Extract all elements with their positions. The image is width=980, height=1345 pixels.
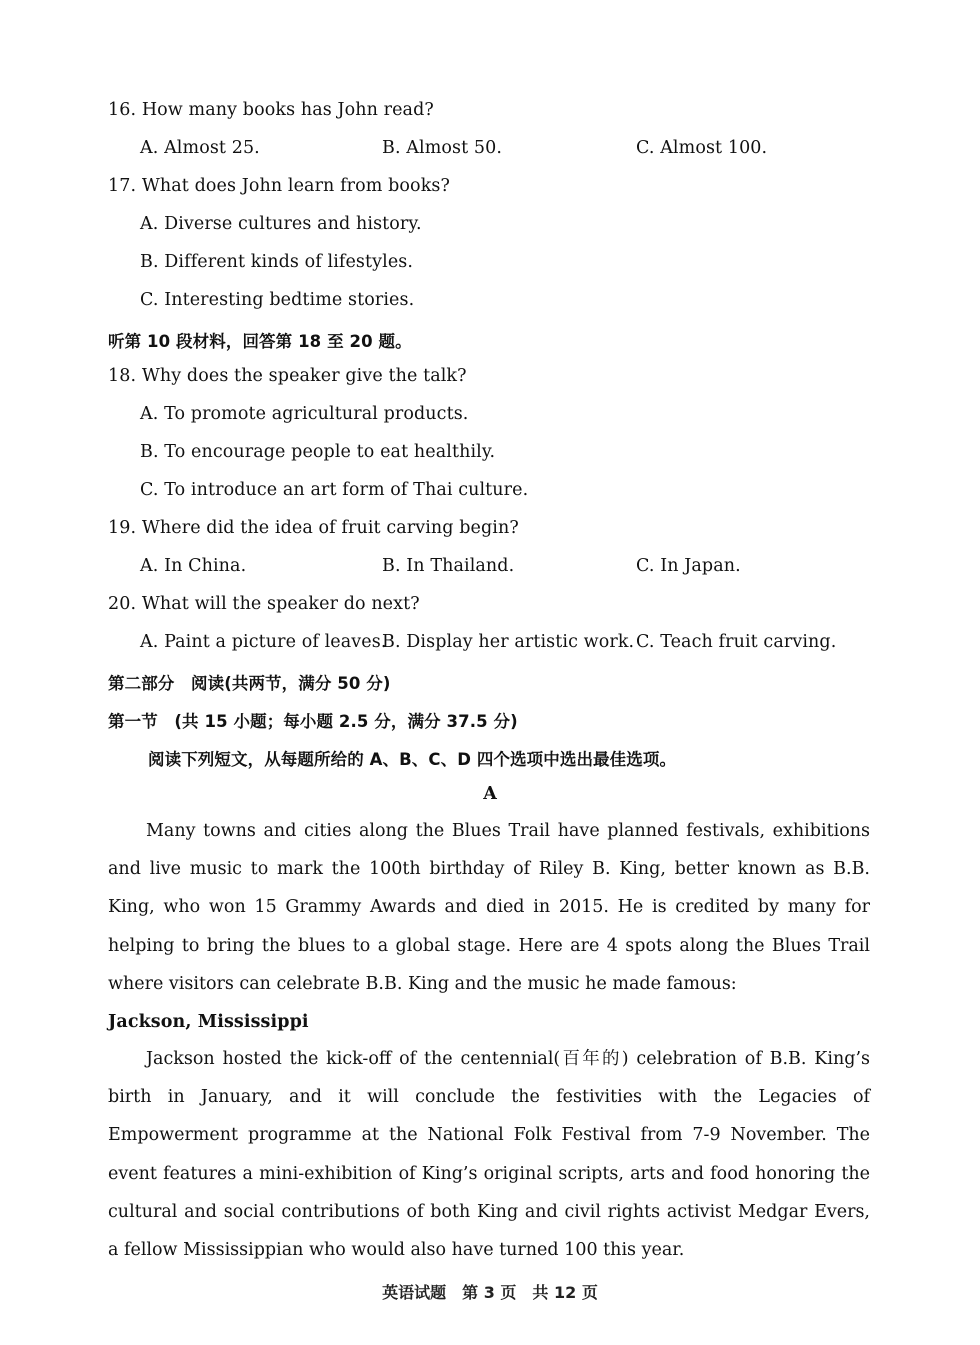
passage-label: A xyxy=(483,784,497,804)
option-b: B. To encourage people to eat healthily. xyxy=(140,442,496,462)
question-stem: What will the speaker do next? xyxy=(141,594,420,614)
option-c: C. Interesting bedtime stories. xyxy=(140,290,415,310)
option-b: B. Different kinds of lifestyles. xyxy=(140,252,414,272)
question-number: 16. xyxy=(108,100,137,120)
question-number: 20. xyxy=(108,594,137,614)
section1-heading: 第一节 (共 15 小题；每小题 2.5 分，满分 37.5 分) xyxy=(108,712,518,731)
question-20 xyxy=(108,594,420,614)
option-c: C. Almost 100. xyxy=(636,138,768,158)
option-a: A. To promote agricultural products. xyxy=(140,404,469,424)
passage-jackson: Jackson hosted the kick-off of the centennial(百年的) celebration of B.B. King’s birth in January, and it will conclude the festivities with the Legacies of Empowerment programme at the National Folk Festival from 7-9 November. The event features a mini-exhibition of King’s original scripts, arts and food honoring the cultural and social contributions of both King and civil rights activist Medgar Evers, a fellow Mississippian who would also have turned 100 this year. xyxy=(108,1049,870,1261)
listening-instruction: 听第 10 段材料，回答第 18 至 20 题。 xyxy=(108,332,412,351)
option-a: A. Paint a picture of leaves. xyxy=(140,632,387,652)
question-19 xyxy=(108,518,519,538)
section1-instruction: 阅读下列短文，从每题所给的 A、B、C、D 四个选项中选出最佳选项。 xyxy=(148,750,677,769)
question-stem: How many books has John read? xyxy=(141,100,434,120)
option-c: C. In Japan. xyxy=(636,556,741,576)
option-b: B. Display her artistic work. xyxy=(382,632,635,652)
question-18 xyxy=(108,366,467,386)
option-c: C. To introduce an art form of Thai culture. xyxy=(140,480,529,500)
question-stem: Where did the idea of fruit carving begin? xyxy=(141,518,519,538)
option-c: C. Teach fruit carving. xyxy=(636,632,837,652)
question-16 xyxy=(108,100,434,120)
question-number: 18. xyxy=(108,366,137,386)
option-a: A. In China. xyxy=(140,556,247,576)
question-number: 19. xyxy=(108,518,137,538)
option-b: B. Almost 50. xyxy=(382,138,503,158)
question-number: 17. xyxy=(108,176,137,196)
part2-heading: 第二部分 阅读(共两节，满分 50 分) xyxy=(108,674,391,693)
question-stem: What does John learn from books? xyxy=(141,176,450,196)
option-b: B. In Thailand. xyxy=(382,556,515,576)
option-a: A. Diverse cultures and history. xyxy=(140,214,422,234)
option-a: A. Almost 25. xyxy=(140,138,260,158)
page-footer: 英语试题 第 3 页 共 12 页 xyxy=(382,1283,598,1302)
question-17 xyxy=(108,176,450,196)
question-stem: Why does the speaker give the talk? xyxy=(141,366,467,386)
passage-intro: Many towns and cities along the Blues Trail have planned festivals, exhibitions and live music to mark the 100th birthday of Riley B. King, better known as B.B. King, who won 15 Grammy Awards and died in 2015. He is credited by many for helping to bring the blues to a global stage. Here are 4 spots along the Blues Trail where visitors can celebrate B.B. King and the music he made famous: xyxy=(108,821,870,994)
subheading-jackson: Jackson, Mississippi xyxy=(108,1012,309,1032)
